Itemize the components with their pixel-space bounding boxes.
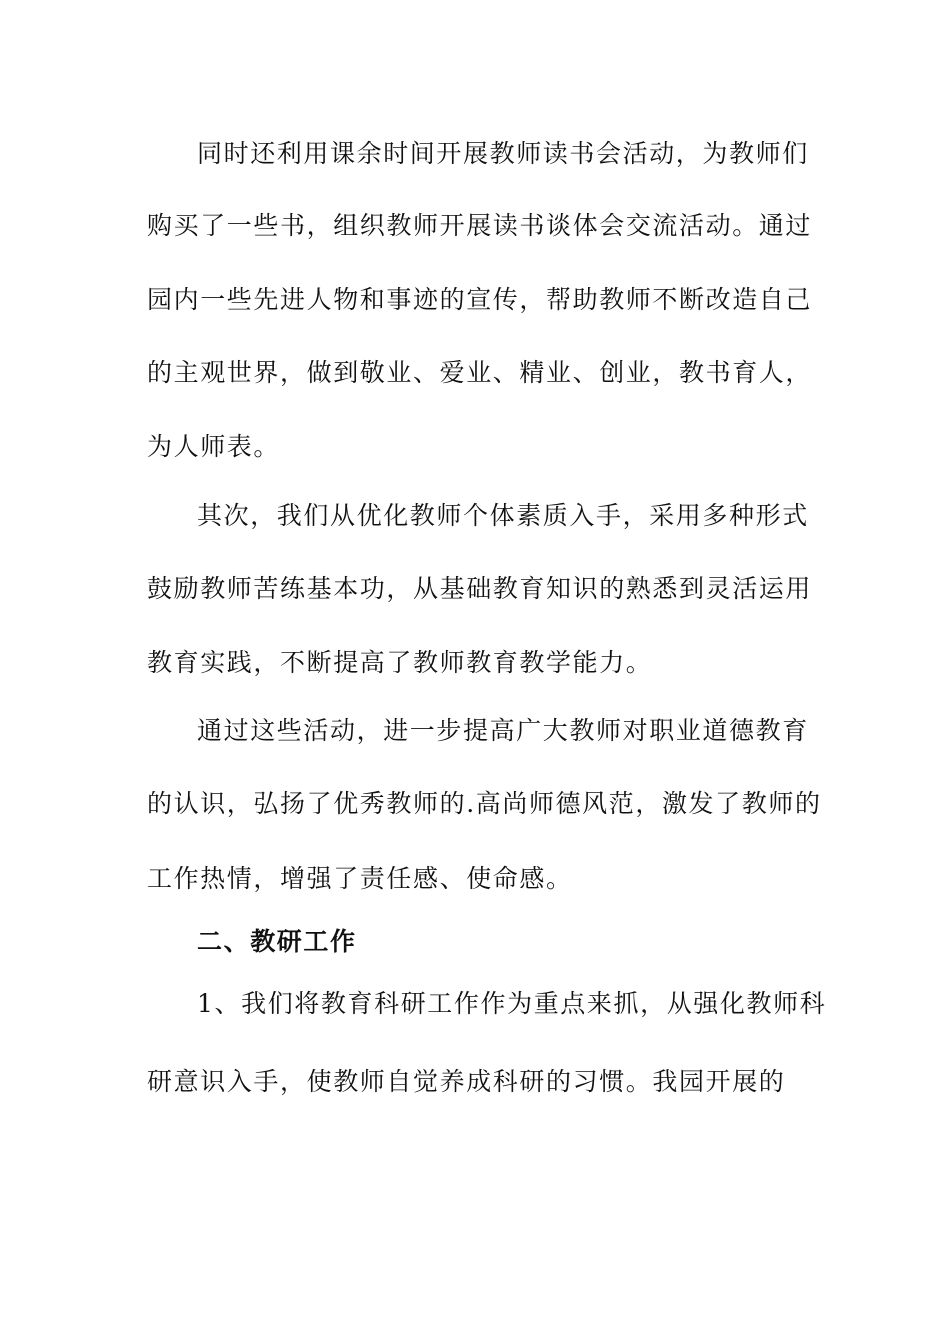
paragraph-line: 同时还利用课余时间开展教师读书会活动，为教师们 <box>197 139 809 168</box>
paragraph-line: 其次，我们从优化教师个体素质入手，采用多种形式 <box>197 501 809 530</box>
paragraph-line: 研意识入手，使教师自觉养成科研的习惯。我园开展的 <box>147 1067 786 1096</box>
paragraph-line: 鼓励教师苦练基本功，从基础教育知识的熟悉到灵活运用 <box>147 574 813 603</box>
section-heading: 二、教研工作 <box>197 927 357 956</box>
paragraph-line: 通过这些活动，进一步提高广大教师对职业道德教育 <box>197 716 809 745</box>
paragraph-line: 1、我们将教育科研工作作为重点来抓，从强化教师科 <box>197 989 827 1018</box>
paragraph-line: 工作热情，增强了责任感、使命感。 <box>147 864 573 893</box>
paragraph-line: 园内一些先进人物和事迹的宣传，帮助教师不断改造自己 <box>147 285 813 314</box>
paragraph-line: 为人师表。 <box>147 432 281 461</box>
paragraph-line: 教育实践，不断提高了教师教育教学能力。 <box>147 648 653 677</box>
paragraph-line: 的认识，弘扬了优秀教师的.高尚师德风范，激发了教师的 <box>147 789 822 818</box>
paragraph-line: 的主观世界，做到敬业、爱业、精业、创业，教书育人， <box>147 358 813 387</box>
paragraph-line: 购买了一些书，组织教师开展读书谈体会交流活动。通过 <box>147 211 813 240</box>
